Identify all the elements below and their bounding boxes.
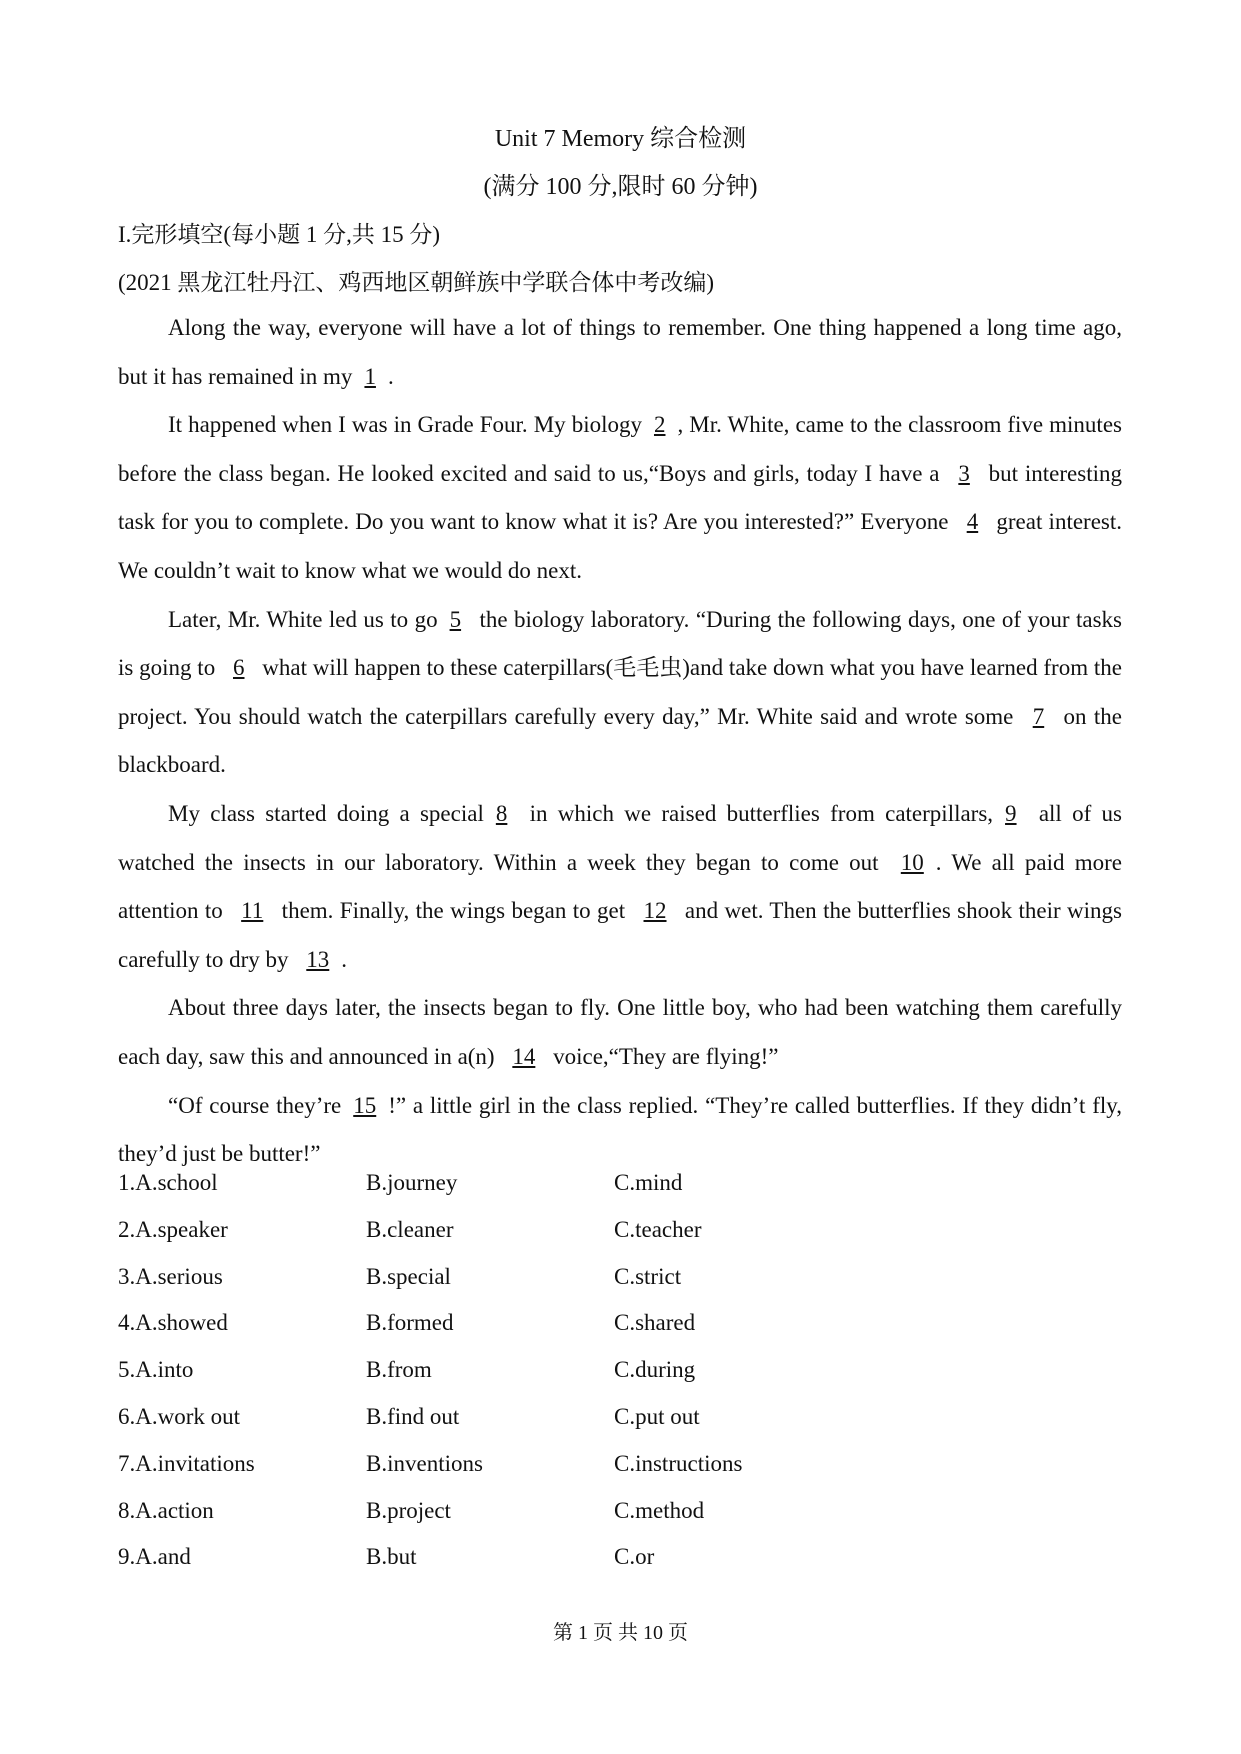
option-row	[118, 1544, 1122, 1591]
cloze-blank: 2	[653, 412, 666, 438]
option-a: 9.A.and	[118, 1544, 191, 1570]
option-b: B.but	[366, 1544, 417, 1570]
passage-paragraph: It happened when I was in Grade Four. My biology 2 , Mr. White, came to the classroom five minutes before the class began. He looked excited and said to us,“Boys and girls, today I have a 3 but interesting task for you to complete. Do you want to know what it is? Are you interested?” Everyone 4 great interest. We couldn’t wait to know what we would do next.	[118, 401, 1122, 595]
option-row	[118, 1170, 1122, 1217]
cloze-blank: 10	[900, 849, 924, 875]
passage-paragraph: About three days later, the insects began to fly. One little boy, who had been watching them carefully each day, saw this and announced in a(n) 14 voice,“They are flying!”	[118, 984, 1122, 1081]
option-c: C.put out	[614, 1403, 700, 1429]
option-c: C.instructions	[614, 1450, 743, 1476]
option-a: 3.A.serious	[118, 1263, 223, 1289]
option-a: 2.A.speaker	[118, 1216, 228, 1242]
section-heading: I.完形填空(每小题 1 分,共 15 分)	[118, 222, 440, 247]
cloze-blank: 3	[958, 460, 970, 486]
option-c: C.mind	[614, 1170, 683, 1195]
passage-paragraph: “Of course they’re 15 !” a little girl in the class replied. “They’re called butterflies. If they didn’t fly, they’d just be butter!”	[118, 1082, 1122, 1179]
option-row	[118, 1310, 1122, 1357]
option-row	[118, 1451, 1122, 1498]
passage-paragraph: My class started doing a special 8 in which we raised butterflies from caterpillars, 9 all of us watched the insects in our laboratory. Within a week they began to come out 10 . We all paid more attention to 11 them. Finally, the wings began to get 12 and wet. Then the butterflies shook their wings carefully to dry by 13 .	[118, 790, 1122, 984]
option-row	[118, 1217, 1122, 1264]
cloze-blank: 4	[966, 509, 979, 535]
cloze-blank: 1	[364, 363, 376, 389]
cloze-blank: 9	[1005, 800, 1017, 826]
option-b: B.cleaner	[366, 1216, 454, 1242]
option-a: 1.A.school	[118, 1170, 218, 1195]
option-c: C.shared	[614, 1310, 696, 1336]
document-subtitle: (满分 100 分,限时 60 分钟)	[483, 174, 758, 200]
option-b: B.formed	[366, 1310, 454, 1336]
option-a: 8.A.action	[118, 1497, 214, 1523]
option-a: 6.A.work out	[118, 1403, 241, 1429]
option-row	[118, 1264, 1122, 1311]
cloze-blank: 14	[512, 1043, 536, 1069]
option-c: C.teacher	[614, 1216, 702, 1242]
cloze-blank: 12	[643, 898, 667, 924]
option-b: B.special	[366, 1263, 451, 1289]
option-a: 5.A.into	[118, 1357, 194, 1383]
answer-options	[118, 1170, 1122, 1591]
passage-paragraph: Along the way, everyone will have a lot of things to remember. One thing happened a long time ago, but it has remained in my 1 .	[118, 304, 1122, 401]
option-a: 7.A.invitations	[118, 1450, 255, 1476]
cloze-blank: 7	[1032, 703, 1045, 729]
cloze-blank: 13	[306, 946, 330, 972]
cloze-blank: 5	[449, 606, 462, 632]
option-c: C.during	[614, 1357, 696, 1383]
option-c: C.or	[614, 1544, 655, 1570]
page-number: 第 1 页 共 10 页	[553, 1622, 688, 1644]
option-b: B.project	[366, 1497, 451, 1523]
option-row	[118, 1498, 1122, 1545]
cloze-blank: 6	[233, 655, 245, 681]
option-row	[118, 1357, 1122, 1404]
option-a: 4.A.showed	[118, 1310, 228, 1336]
cloze-blank: 11	[241, 898, 264, 924]
section-source: (2021 黑龙江牡丹江、鸡西地区朝鲜族中学联合体中考改编)	[118, 270, 715, 295]
option-b: B.from	[366, 1357, 432, 1383]
cloze-blank: 15	[353, 1092, 377, 1118]
option-b: B.journey	[366, 1170, 458, 1195]
cloze-blank: 8	[495, 800, 508, 826]
option-c: C.method	[614, 1497, 705, 1523]
option-b: B.inventions	[366, 1450, 483, 1476]
option-row	[118, 1404, 1122, 1451]
option-c: C.strict	[614, 1263, 682, 1289]
document-title: Unit 7 Memory 综合检测	[494, 126, 747, 152]
cloze-passage	[118, 304, 1122, 1179]
option-b: B.find out	[366, 1403, 460, 1429]
passage-paragraph: Later, Mr. White led us to go 5 the biology laboratory. “During the following days, one of your tasks is going to 6 what will happen to these caterpillars(毛毛虫)and take down what you have learned from the project. You should watch the caterpillars carefully every day,” Mr. White said and wrote some 7 on the blackboard.	[118, 596, 1122, 790]
